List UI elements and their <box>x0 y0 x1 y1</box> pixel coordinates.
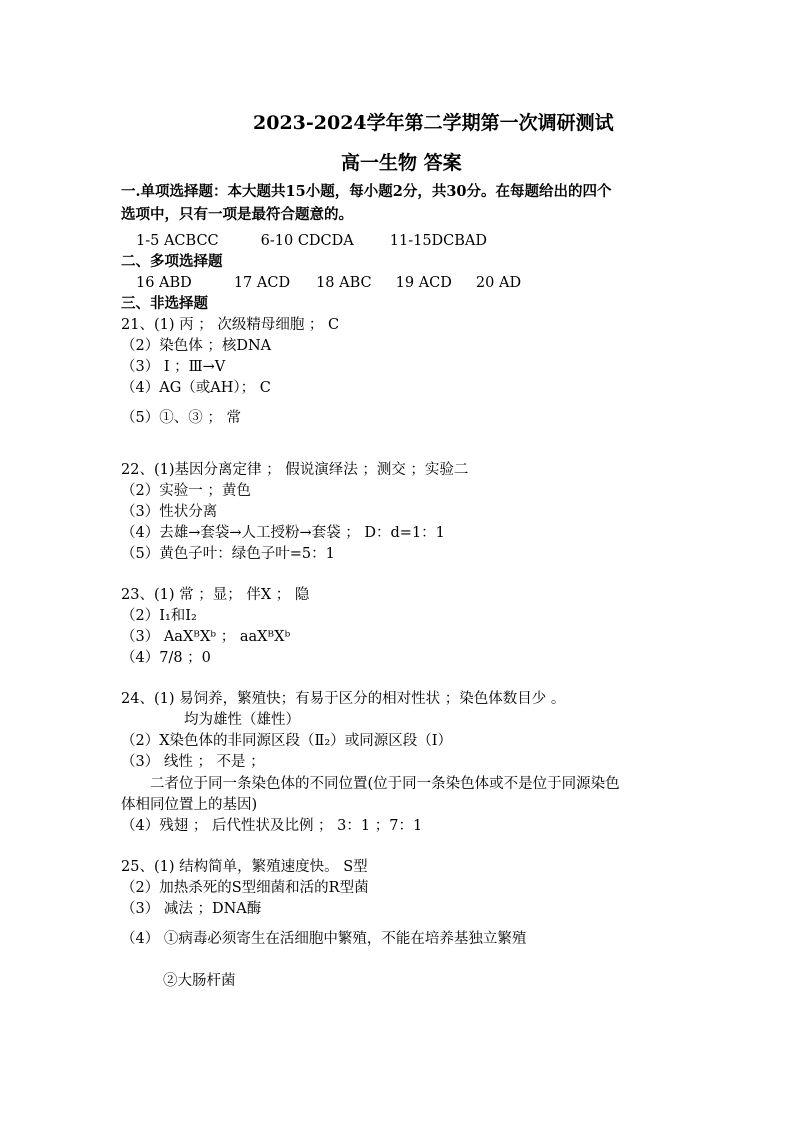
section2-heading: 二、多项选择题 <box>121 253 223 270</box>
section2-answers <box>136 274 521 292</box>
q23-line: （2）Ⅰ₁和Ⅰ₂ <box>121 608 197 624</box>
section1-answers <box>136 232 487 250</box>
answer-group: 20 AD <box>475 275 522 291</box>
q22-line: （4）去雄→套袋→人工授粉→套袋 ； D：d=1：1 <box>121 525 445 541</box>
section3-heading: 三、非选择题 <box>121 295 208 312</box>
q22-line: （2）实验一 ；黄色 <box>121 483 251 499</box>
q24-line: 均为雄性（雄性） <box>184 712 300 728</box>
document-title: 2023-2024学年第二学期第一次调研测试 <box>253 112 614 134</box>
answer-group: 11-15DCBAD <box>389 233 488 249</box>
q24-line: 体相同位置上的基因) <box>121 797 258 813</box>
q21-line: （5）①、③ ； 常 <box>121 410 241 426</box>
q24-line: 24、(1) 易饲养，繁殖快；有易于区分的相对性状 ；染色体数目少 。 <box>121 691 566 707</box>
answer-group: 17 ACD <box>233 275 291 291</box>
q21-line: 21、(1) 丙 ； 次级精母细胞 ； C <box>121 317 340 333</box>
q25-line: 25、(1) 结构简单，繁殖速度快。 S型 <box>121 859 368 875</box>
section1-heading-line2: 选项中，只有一项是最符合题意的。 <box>121 206 353 223</box>
q23-line: （4）7/8 ；0 <box>121 650 211 666</box>
document-subtitle: 高一生物 答案 <box>341 152 462 174</box>
q24-line: 二者位于同一条染色体的不同位置(位于同一条染色体或不是位于同源染色 <box>150 776 620 792</box>
q25-line: ②大肠杆菌 <box>163 973 236 989</box>
q23-line: （3） AaXᴮXᵇ ； aaXᴮXᵇ <box>121 629 291 645</box>
q23-line: 23、(1) 常 ；显； 伴X ； 隐 <box>121 587 310 603</box>
q25-line: （4） ①病毒必须寄生在活细胞中繁殖，不能在培养基独立繁殖 <box>121 931 527 947</box>
answer-group: 19 ACD <box>395 275 452 291</box>
q25-line: （3） 减法 ；DNA酶 <box>121 901 262 917</box>
q24-line: （2）X染色体的非同源区段（Ⅱ₂）或同源区段（Ⅰ） <box>121 733 452 749</box>
q22-line: 22、(1)基因分离定律 ； 假说演绎法 ；测交 ；实验二 <box>121 462 469 478</box>
q25-line: （2）加热杀死的S型细菌和活的R型菌 <box>121 880 369 896</box>
q21-line: （4）AG（或AH）； C <box>121 380 271 396</box>
answer-group: 16 ABD <box>136 275 192 291</box>
answer-group: 18 ABC <box>316 275 372 291</box>
answer-group: 6-10 CDCDA <box>260 233 354 249</box>
section1-heading-line1: 一.单项选择题：本大题共15小题，每小题2分，共30分。在每题给出的四个 <box>121 183 612 200</box>
q24-line: （4）残翅 ； 后代性状及比例 ； 3：1 ；7：1 <box>121 818 423 834</box>
answer-group: 1-5 ACBCC <box>136 233 219 249</box>
q21-line: （2）染色体 ；核DNA <box>121 338 272 354</box>
q22-line: （3）性状分离 <box>121 504 218 520</box>
q24-line: （3） 线性 ； 不是 ； <box>121 754 265 770</box>
q22-line: （5）黄色子叶：绿色子叶=5：1 <box>121 546 335 562</box>
q21-line: （3） Ⅰ ；Ⅲ→Ⅴ <box>121 359 226 375</box>
